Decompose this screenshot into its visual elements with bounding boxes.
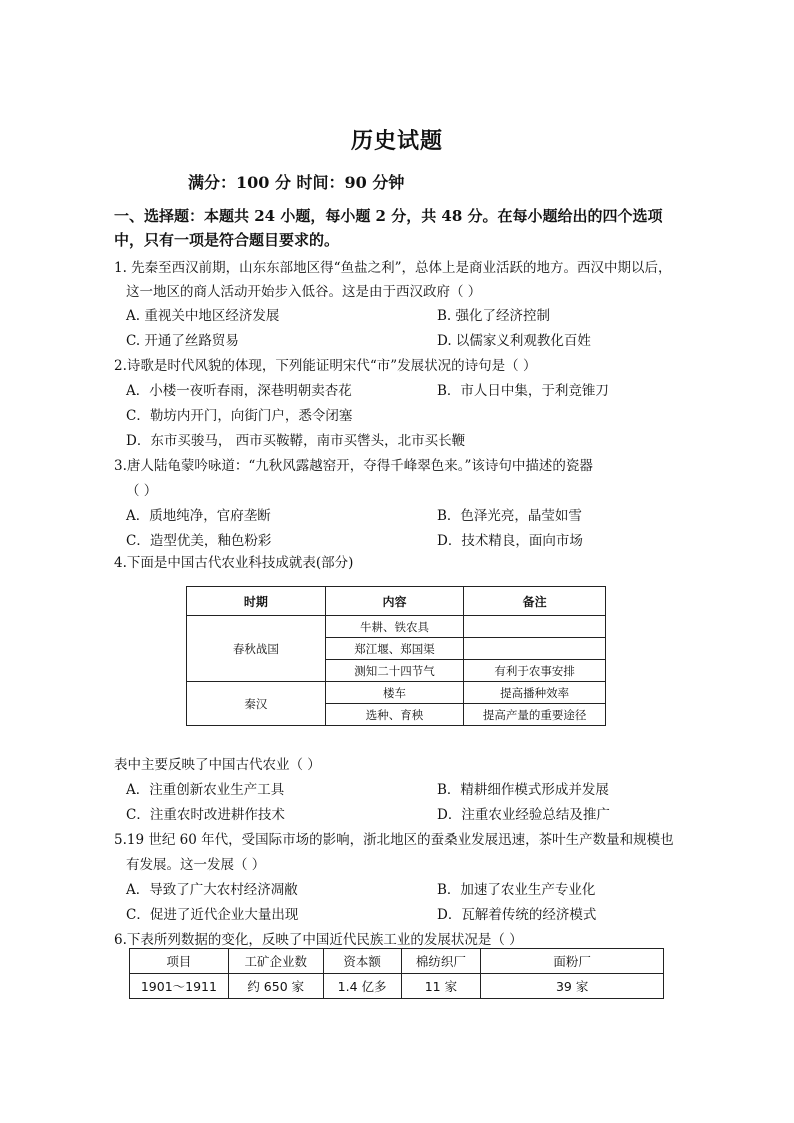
q1-option-a[interactable]: A. 重视关中地区经济发展 <box>126 308 280 324</box>
q5-option-d[interactable]: D．瓦解着传统的经济模式 <box>437 907 597 923</box>
table-header-row <box>187 587 606 616</box>
q5-option-a[interactable]: A．导致了广大农村经济凋敝 <box>126 882 298 898</box>
q3-option-c[interactable]: C．造型优美，釉色粉彩 <box>126 533 272 549</box>
table-header-cell: 内容 <box>325 587 464 616</box>
q2-stem: 2.诗歌是时代风貌的体现，下列能证明宋代“市”发展状况的诗句是（ ） <box>114 358 537 374</box>
table-header-cell: 时期 <box>187 587 326 616</box>
q3-option-a[interactable]: A．质地纯净，官府垄断 <box>126 508 271 524</box>
q2-option-b[interactable]: B．市人日中集，于利竞锥刀 <box>437 383 609 399</box>
table-cell: 牛耕、铁农具 <box>325 616 464 638</box>
table-cell: 提高产量的重要途径 <box>464 704 606 726</box>
q4-option-c[interactable]: C．注重农时改进耕作技术 <box>126 807 285 823</box>
q5-stem-line1: 5.19 世纪 60 年代，受国际市场的影响，浙北地区的蚕桑业发展迅速，茶叶生产数量和规模也 <box>114 832 674 848</box>
table-row <box>130 974 664 999</box>
q2-option-c[interactable]: C．勒坊内开门，向街门户，悉令闭塞 <box>126 408 353 424</box>
table-header-cell: 项目 <box>130 949 229 974</box>
table-cell: 1.4 亿多 <box>323 974 401 999</box>
table-cell: 测知二十四节气 <box>325 660 464 682</box>
industry-data-table <box>129 948 664 999</box>
q1-option-d[interactable]: D. 以儒家义利观教化百姓 <box>437 333 591 349</box>
page-title: 历史试题 <box>350 128 443 154</box>
q4-stem: 4.下面是中国古代农业科技成就表(部分) <box>114 555 354 571</box>
q1-option-b[interactable]: B. 强化了经济控制 <box>437 308 551 324</box>
table-cell: 提高播种效率 <box>464 682 606 704</box>
q4-stem-line2: 表中主要反映了中国古代农业（ ） <box>114 757 321 773</box>
q1-stem-line1: 1. 先秦至西汉前期，山东东部地区得“鱼盐之利”，总体上是商业活跃的地方。西汉中期以后， <box>114 260 672 276</box>
table-cell: 39 家 <box>481 974 664 999</box>
table-cell: 郑江堰、郑国渠 <box>325 638 464 660</box>
q3-option-b[interactable]: B．色泽光亮，晶莹如雪 <box>437 508 582 524</box>
q3-option-d[interactable]: D．技术精良，面向市场 <box>437 533 583 549</box>
table-cell: 有利于农事安排 <box>464 660 606 682</box>
period-cell: 春秋战国 <box>187 616 326 682</box>
section-heading-line1: 一、选择题：本题共 24 小题，每小题 2 分，共 48 分。在每小题给出的四个选项 <box>114 207 663 225</box>
table-header-cell: 面粉厂 <box>481 949 664 974</box>
table-header-cell: 备注 <box>464 587 606 616</box>
q3-stem-line1: 3.唐人陆龟蒙吟咏道：“九秋风露越窑开，夺得千峰翠色来。”该诗句中描述的瓷器 <box>114 458 593 474</box>
section-heading-line2: 中，只有一项是符合题目要求的。 <box>114 231 340 249</box>
table-cell: 楼车 <box>325 682 464 704</box>
q4-option-d[interactable]: D．注重农业经验总结及推广 <box>437 807 610 823</box>
q2-option-a[interactable]: A．小楼一夜听春雨，深巷明朝卖杏花 <box>126 383 352 399</box>
exam-info: 满分：100 分 时间：90 分钟 <box>188 173 405 192</box>
table-header-cell: 资本额 <box>323 949 401 974</box>
q2-option-d[interactable]: D．东市买骏马， 西市买鞍鞯，南市买辔头，北市买长鞭 <box>126 433 466 449</box>
q4-option-b[interactable]: B．精耕细作模式形成并发展 <box>437 782 609 798</box>
table-row <box>187 682 606 704</box>
table-cell <box>464 638 606 660</box>
table-cell: 11 家 <box>401 974 481 999</box>
table-row <box>187 616 606 638</box>
q5-option-c[interactable]: C．促进了近代企业大量出现 <box>126 907 299 923</box>
table-cell: 约 650 家 <box>228 974 323 999</box>
table-header-cell: 棉纺织厂 <box>401 949 481 974</box>
table-cell <box>464 616 606 638</box>
q4-option-a[interactable]: A．注重创新农业生产工具 <box>126 782 285 798</box>
q1-option-c[interactable]: C. 开通了丝路贸易 <box>126 333 239 349</box>
q1-stem-line2: 这一地区的商人活动开始步入低谷。这是由于西汉政府（ ） <box>126 284 482 300</box>
q5-stem-line2: 有发展。这一发展（ ） <box>126 857 266 873</box>
q3-stem-line2: （ ） <box>126 483 158 499</box>
table-header-cell: 工矿企业数 <box>228 949 323 974</box>
table-cell: 选种、育秧 <box>325 704 464 726</box>
q6-stem: 6.下表所列数据的变化，反映了中国近代民族工业的发展状况是（ ） <box>114 932 523 948</box>
agri-achievement-table <box>186 586 606 726</box>
period-cell: 秦汉 <box>187 682 326 726</box>
table-cell: 1901～1911 <box>130 974 229 999</box>
table-header-row <box>130 949 664 974</box>
q5-option-b[interactable]: B．加速了农业生产专业化 <box>437 882 596 898</box>
